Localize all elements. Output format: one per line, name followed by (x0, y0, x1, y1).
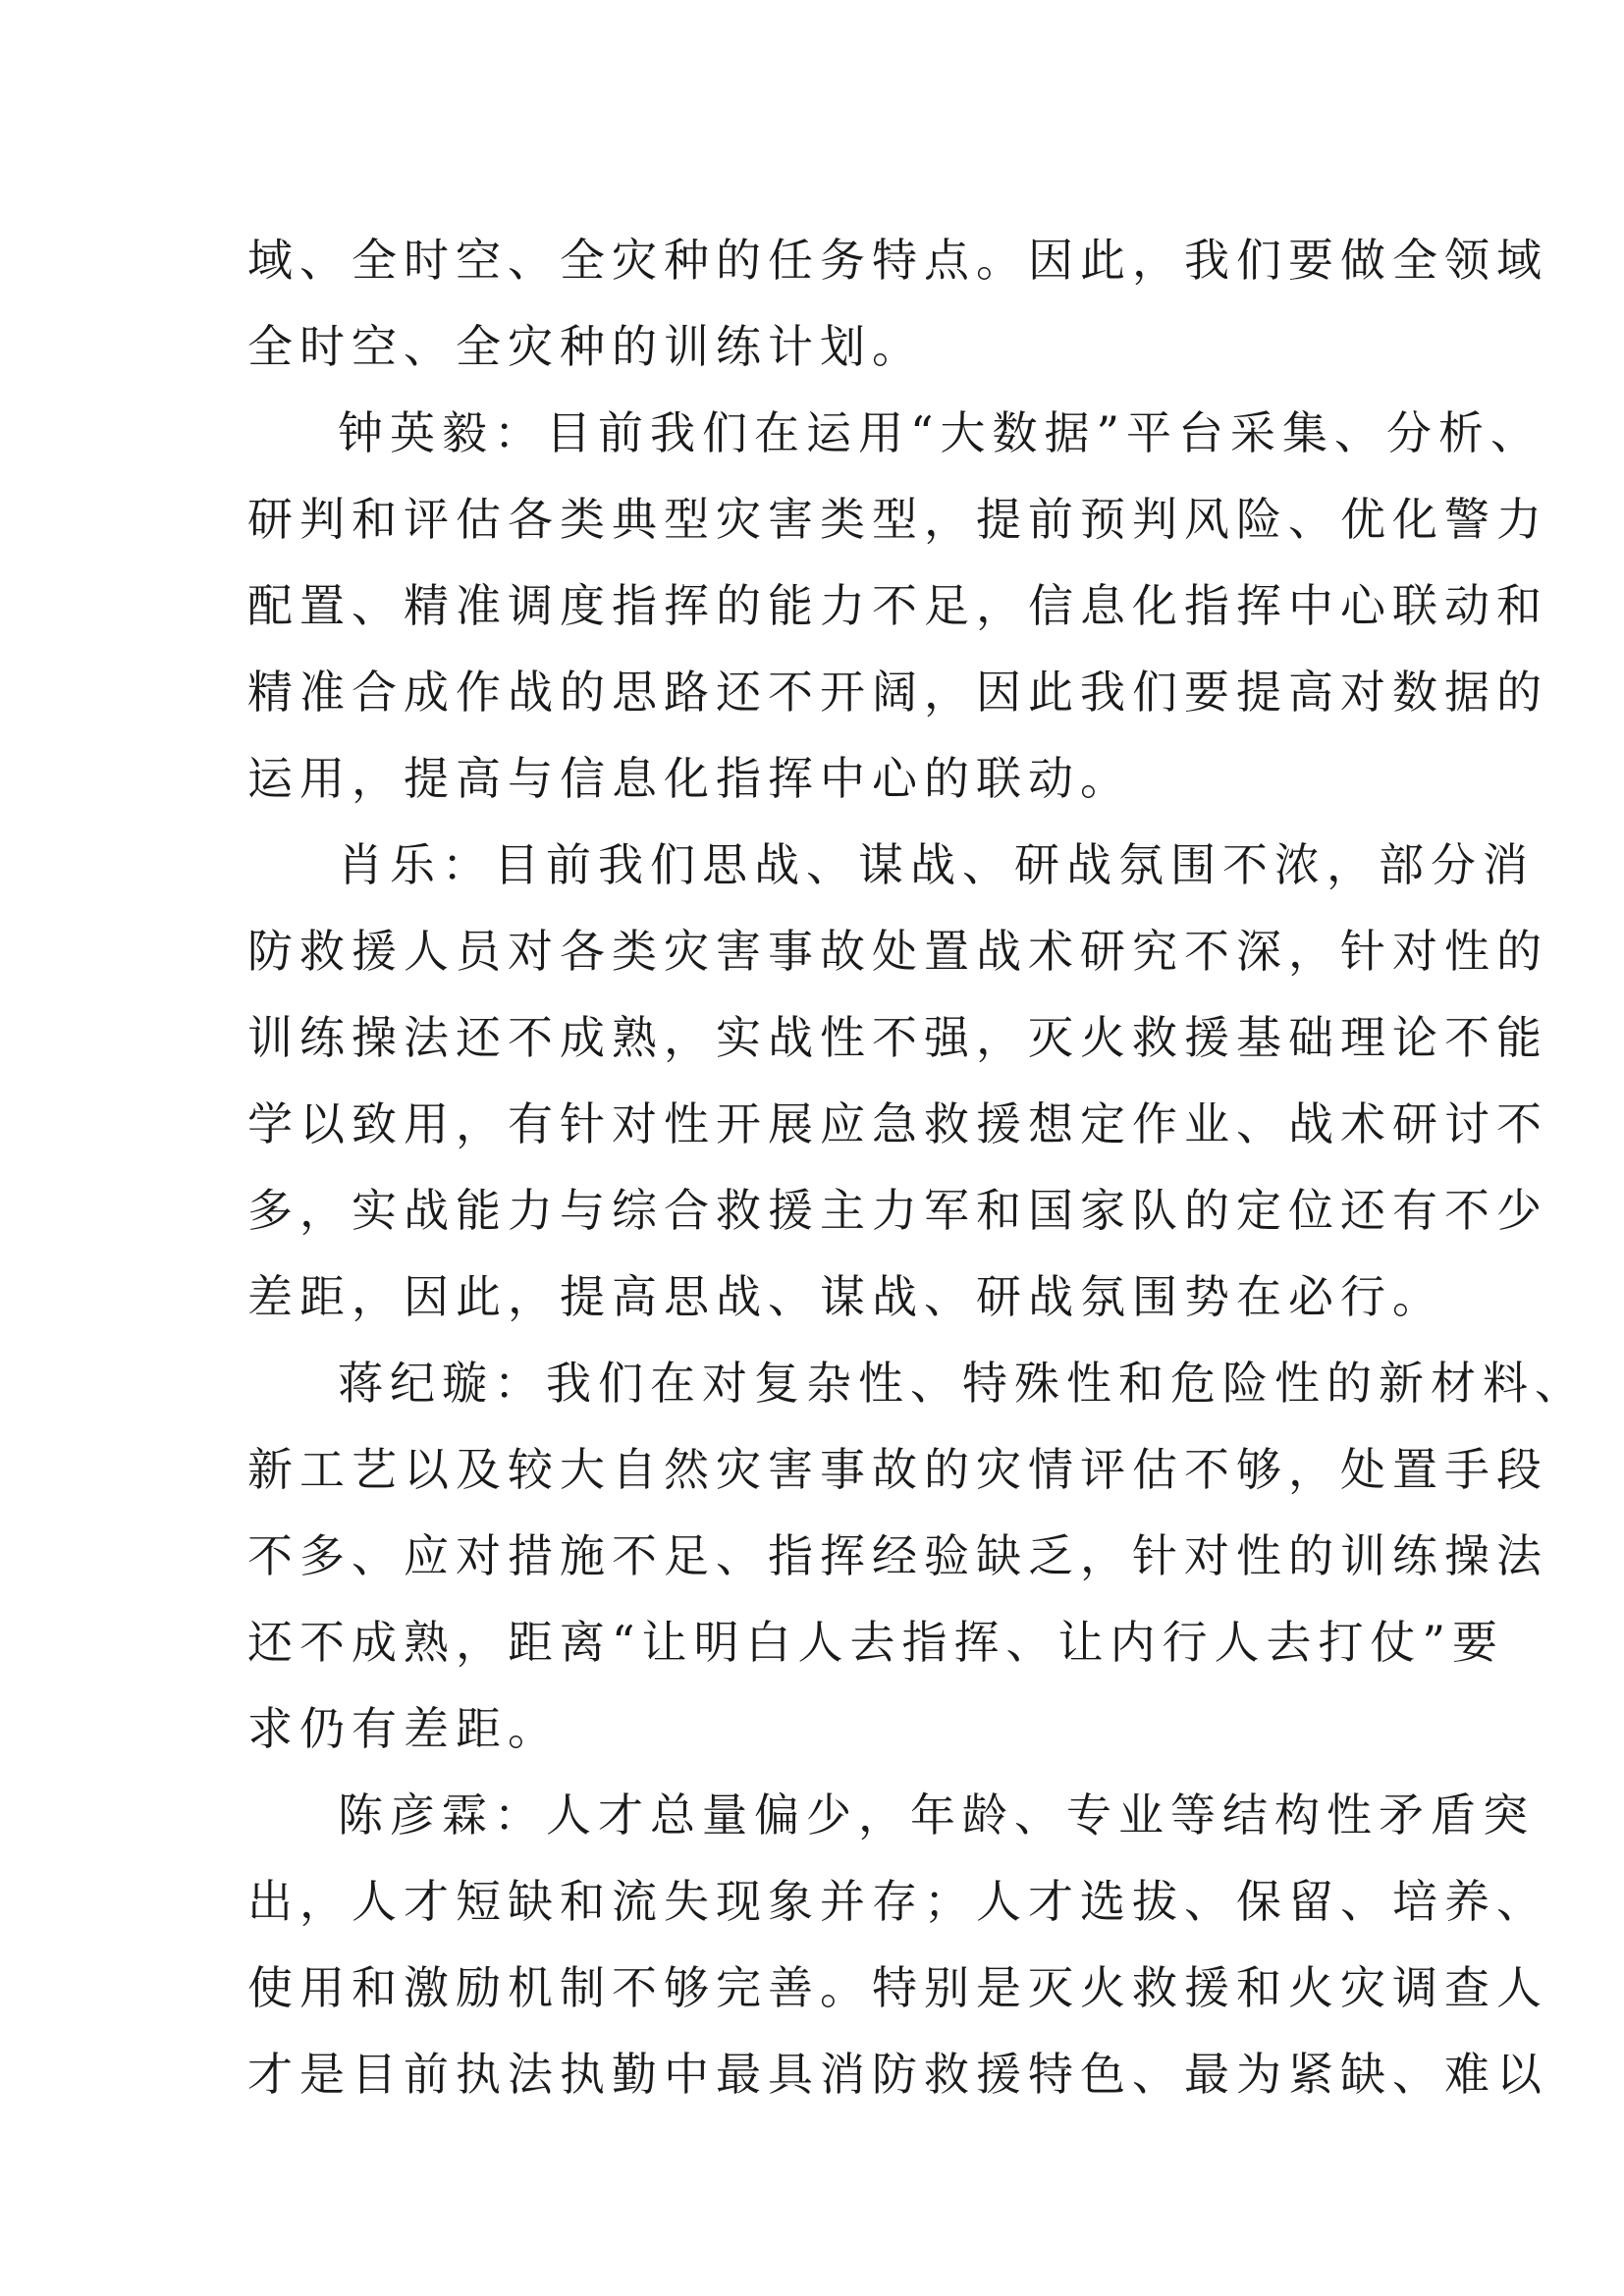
text-line: 防救援人员对各类灾害事故处置战术研究不深，针对性的 (247, 925, 1548, 978)
text-line: 训练操法还不成熟，实战性不强，灭火救援基础理论不能 (247, 1011, 1548, 1064)
text-line: 运用，提高与信息化指挥中心的联动。 (247, 752, 1132, 805)
text-line: 使用和激励机制不够完善。特别是灭火救援和火灾调查人 (247, 1961, 1548, 2014)
text-line: 求仍有差距。 (247, 1702, 560, 1755)
text-line: 多，实战能力与综合救援主力军和国家队的定位还有不少 (247, 1184, 1548, 1237)
text-line: 才是目前执法执勤中最具消防救援特色、最为紧缺、难以 (247, 2048, 1548, 2101)
paragraph-start-line: 蒋纪璇：我们在对复杂性、特殊性和危险性的新材料、 (338, 1357, 1587, 1410)
paragraph-start-line: 钟英毅：目前我们在运用“大数据”平台采集、分析、 (338, 406, 1543, 459)
text-line: 差距，因此，提高思战、谋战、研战氛围势在必行。 (247, 1270, 1444, 1323)
paragraph-start-line: 陈彦霖：人才总量偏少，年龄、专业等结构性矛盾突 (338, 1789, 1535, 1842)
text-line: 出，人才短缺和流失现象并存；人才选拔、保留、培养、 (247, 1875, 1548, 1928)
text-line: 还不成熟，距离“让明白人去指挥、让内行人去打仗”要 (247, 1616, 1505, 1669)
text-line: 精准合成作战的思路还不开阔，因此我们要提高对数据的 (247, 666, 1548, 719)
text-line: 配置、精准调度指挥的能力不足，信息化指挥中心联动和 (247, 579, 1548, 632)
text-line: 研判和评估各类典型灾害类型，提前预判风险、优化警力 (247, 493, 1548, 546)
text-line: 全时空、全灾种的训练计划。 (247, 320, 924, 373)
text-line: 不多、应对措施不足、指挥经验缺乏，针对性的训练操法 (247, 1529, 1548, 1582)
text-line: 新工艺以及较大自然灾害事故的灾情评估不够，处置手段 (247, 1443, 1548, 1496)
text-line: 域、全时空、全灾种的任务特点。因此，我们要做全领域 (247, 234, 1548, 287)
text-line: 学以致用，有针对性开展应急救援想定作业、战术研讨不 (247, 1097, 1548, 1150)
paragraph-start-line: 肖乐：目前我们思战、谋战、研战氛围不浓，部分消 (338, 838, 1535, 891)
